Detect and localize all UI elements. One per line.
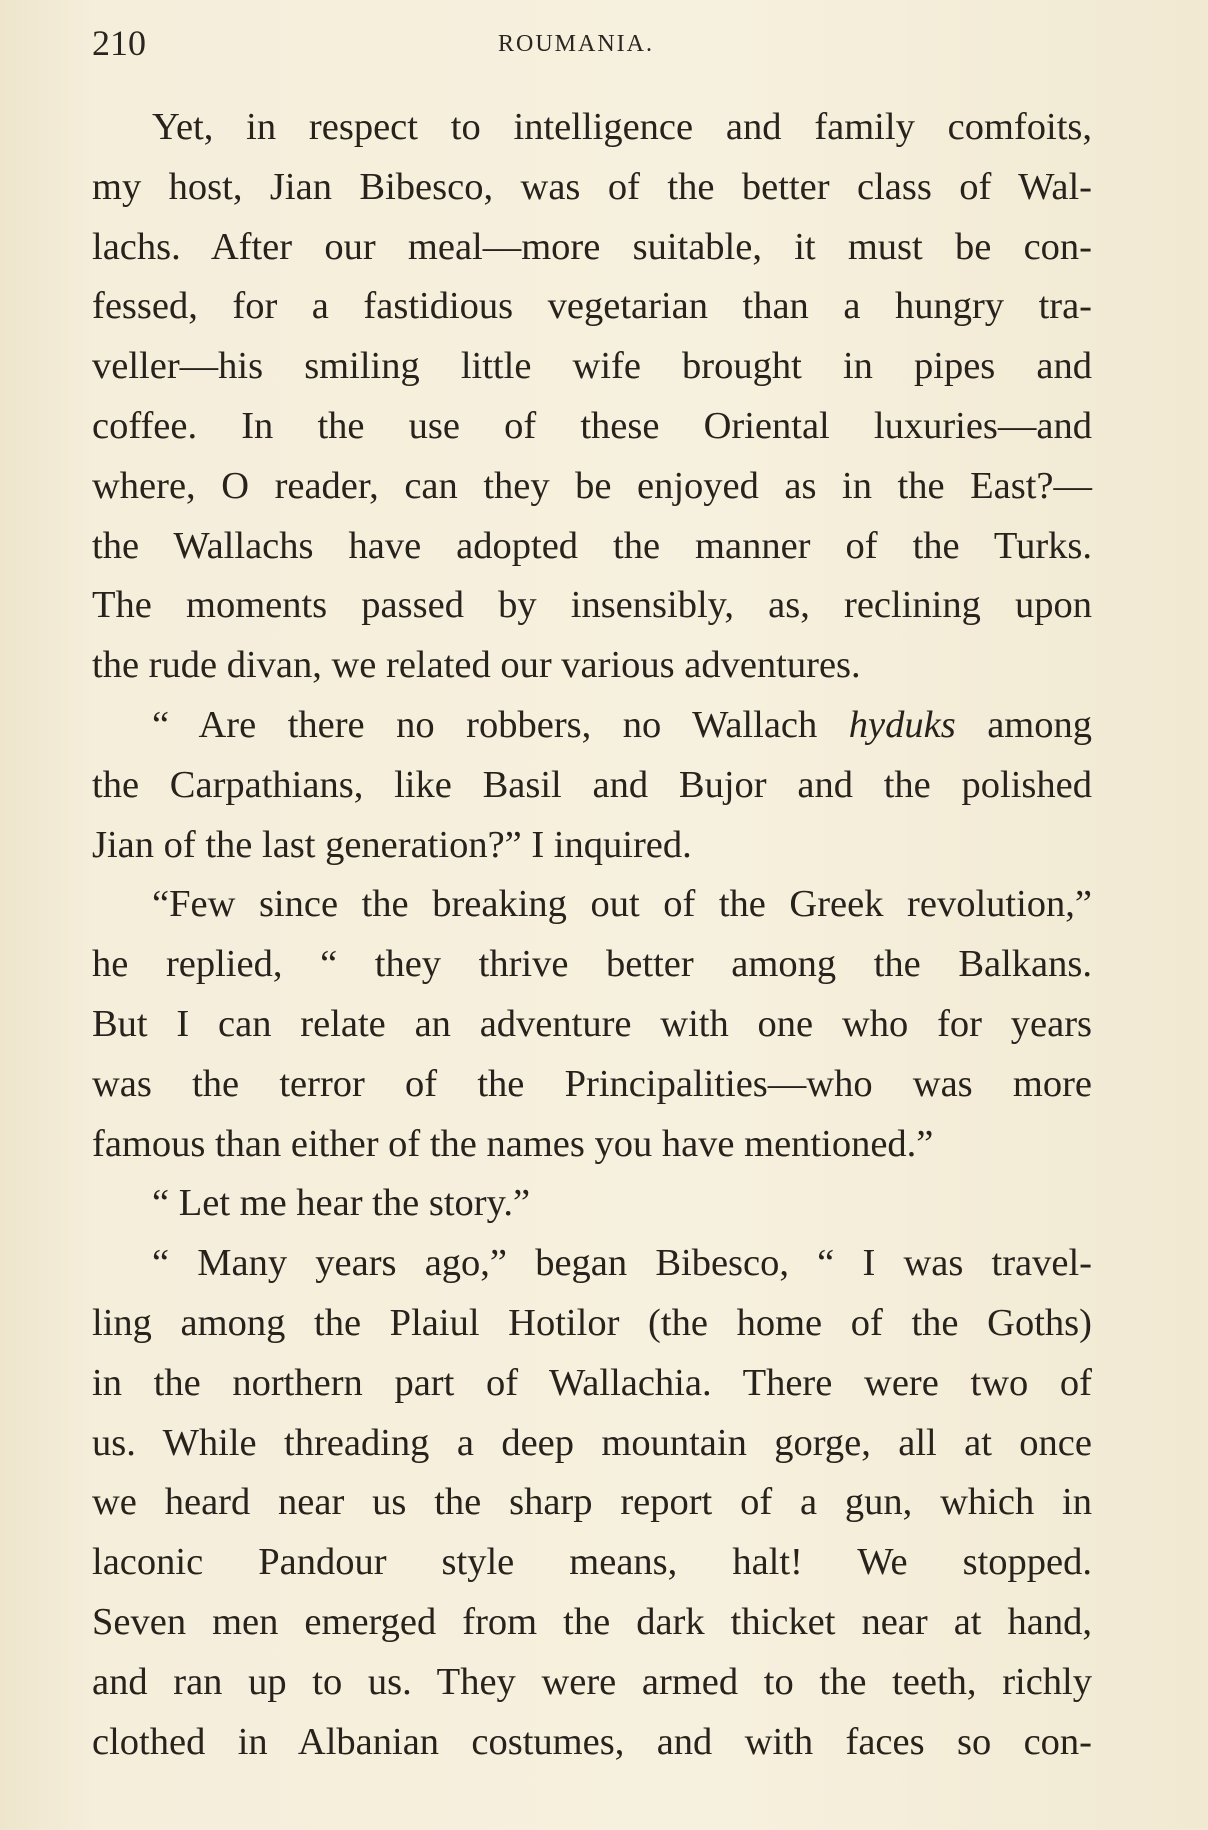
text-line: Seven men emerged from the dark thicket near at hand, xyxy=(92,1600,1092,1643)
text-line: in the northern part of Wallachia. There were two of xyxy=(92,1361,1092,1404)
text-line: But I can relate an adventure with one who for years xyxy=(92,1002,1092,1045)
text-segment: among xyxy=(955,703,1092,746)
text-line: was the terror of the Principalities—who was more xyxy=(92,1062,1092,1105)
text-line: coffee. In the use of these Oriental luxuries—and xyxy=(92,404,1092,447)
text-line: laconic Pandour style means, halt! We stopped. xyxy=(92,1541,1092,1584)
text-line: my host, Jian Bibesco, was of the better class of Wal- xyxy=(92,165,1092,208)
text-line: fessed, for a fastidious vegetarian than a hungry tra- xyxy=(92,285,1092,328)
text-line: the rude divan, we related our various adventures. xyxy=(92,644,861,687)
body-text xyxy=(92,98,1092,1772)
page-header xyxy=(92,18,1092,68)
text-line: we heard near us the sharp report of a gun, which in xyxy=(92,1481,1092,1524)
text-line: he replied, “ they thrive better among the Balkans. xyxy=(92,943,1092,986)
running-head: ROUMANIA. xyxy=(498,31,654,57)
text-line: Jian of the last generation?” I inquired. xyxy=(92,823,692,866)
page-number: 210 xyxy=(92,23,146,63)
text-line: and ran up to us. They were armed to the teeth, richly xyxy=(92,1660,1092,1703)
text-line xyxy=(92,696,1092,756)
text-segment: “ Are there no robbers, no Wallach xyxy=(152,703,849,746)
text-line: famous than either of the names you have mentioned.” xyxy=(92,1122,934,1165)
text-line: the Wallachs have adopted the manner of the Turks. xyxy=(92,524,1092,567)
text-line: Yet, in respect to intelligence and family comfoits, xyxy=(152,106,1092,148)
text-line: “ Many years ago,” began Bibesco, “ I was travel- xyxy=(152,1242,1092,1285)
text-line: “Few since the breaking out of the Greek revolution,” xyxy=(152,883,1092,926)
text-line: “ Let me hear the story.” xyxy=(152,1182,531,1225)
text-line: The moments passed by insensibly, as, reclining upon xyxy=(92,584,1092,627)
text-line: the Carpathians, like Basil and Bujor and the polished xyxy=(92,763,1092,806)
text-line: lachs. After our meal—more suitable, it must be con- xyxy=(92,225,1092,268)
text-line: clothed in Albanian costumes, and with faces so con- xyxy=(92,1720,1092,1763)
italic-word: hyduks xyxy=(848,703,956,746)
text-line: veller—his smiling little wife brought in pipes and xyxy=(92,345,1092,388)
text-line: where, O reader, can they be enjoyed as in the East?— xyxy=(92,464,1092,507)
text-line: us. While threading a deep mountain gorge, all at once xyxy=(92,1421,1092,1464)
text-line: ling among the Plaiul Hotilor (the home of the Goths) xyxy=(92,1301,1092,1344)
